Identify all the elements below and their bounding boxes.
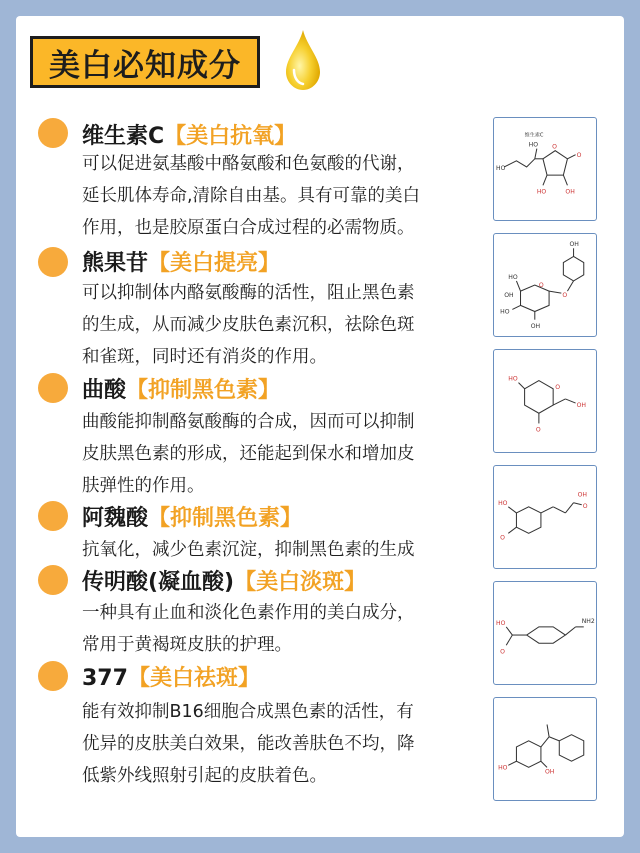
ingredient-tag: 【美白淡斑】	[234, 570, 367, 595]
svg-text:HO: HO	[496, 619, 506, 627]
svg-text:HO: HO	[536, 188, 547, 196]
ingredient-tag: 【美白提亮】	[148, 251, 281, 276]
phenylethyl-resorcinol-structure-icon	[493, 697, 597, 801]
ingredient-name: 维生素C	[82, 124, 165, 149]
title-banner	[30, 36, 260, 88]
ingredient-description: 一种具有止血和淡化色素作用的美白成分， 常用于黄褐斑皮肤的护理。	[82, 603, 415, 655]
svg-text:OH: OH	[576, 402, 587, 410]
svg-text:HO: HO	[508, 375, 518, 383]
svg-text:O: O	[552, 143, 557, 151]
svg-text:O: O	[576, 151, 582, 159]
tranexamic-acid-structure-icon	[493, 581, 597, 685]
svg-text:O: O	[582, 502, 588, 510]
svg-text:HO: HO	[528, 141, 539, 149]
bullet-dot	[38, 247, 68, 277]
ingredient-heading	[82, 661, 260, 692]
ingredient-heading	[82, 119, 296, 150]
svg-text:O: O	[562, 292, 568, 300]
bullet-dot	[38, 373, 68, 403]
ingredient-name: 377	[82, 666, 128, 691]
ingredient-name: 熊果苷	[82, 251, 149, 276]
bullet-dot	[38, 661, 68, 691]
ingredient-description: 曲酸能抑制酪氨酸酶的合成，因而可以抑制 皮肤黑色素的形成，还能起到保水和增加皮 肤弹性的作用。	[82, 412, 415, 496]
svg-text:OH: OH	[565, 188, 575, 196]
ferulic-acid-structure-icon	[493, 465, 597, 569]
svg-text:HO: HO	[498, 499, 508, 507]
svg-text:OH: OH	[530, 322, 541, 330]
ingredient-name: 传明酸(凝血酸)	[82, 570, 235, 595]
ingredient-heading	[82, 565, 366, 596]
svg-text:O: O	[535, 426, 541, 434]
svg-text:NH2: NH2	[581, 617, 595, 625]
oil-drop-icon	[283, 28, 323, 92]
svg-text:O: O	[500, 534, 505, 542]
ascorbic-acid-structure-icon	[493, 117, 597, 221]
molecule-caption: 维生素C	[524, 132, 544, 139]
svg-text:HO: HO	[496, 165, 506, 173]
ingredient-heading	[82, 246, 280, 277]
arbutin-structure-icon	[493, 233, 597, 337]
svg-text:O: O	[500, 648, 505, 656]
svg-text:OH: OH	[545, 768, 555, 776]
kojic-acid-structure-icon	[493, 349, 597, 453]
ingredient-name: 曲酸	[82, 378, 127, 403]
svg-text:OH: OH	[577, 491, 588, 499]
ingredient-description: 可以促进氨基酸中酪氨酸和色氨酸的代谢， 延长肌体寿命,清除自由基。具有可靠的美白 作用，也是胶原蛋白合成过程的必需物质。	[82, 154, 421, 238]
ingredient-description: 能有效抑制B16细胞合成黑色素的活性，有 优异的皮肤美白效果，能改善肤色不均，降 低紫外线照射引起的皮肤着色。	[82, 702, 415, 786]
ingredient-description: 抗氧化，减少色素沉淀，抑制黑色素的生成	[82, 540, 415, 560]
svg-text:HO: HO	[500, 308, 510, 316]
svg-text:HO: HO	[498, 764, 508, 772]
svg-text:OH: OH	[569, 241, 579, 249]
bullet-dot	[38, 501, 68, 531]
svg-text:OH: OH	[504, 292, 514, 300]
ingredient-tag: 【美白抗氧】	[164, 124, 297, 149]
ingredient-tag: 【美白祛斑】	[127, 666, 260, 691]
ingredient-description: 可以抑制体内酪氨酸酶的活性，阻止黑色素 的生成，从而减少皮肤色素沉积，祛除色斑 和雀斑，同时还有消炎的作用。	[82, 283, 415, 367]
bullet-dot	[38, 565, 68, 595]
svg-text:HO: HO	[508, 273, 518, 281]
ingredient-tag: 【抑制黑色素】	[126, 378, 281, 403]
svg-text:O: O	[555, 383, 561, 391]
bullet-dot	[38, 118, 68, 148]
ingredient-heading	[82, 501, 302, 532]
page-title: 美白必知成分	[49, 47, 241, 84]
svg-text:O: O	[538, 282, 544, 290]
ingredient-tag: 【抑制黑色素】	[148, 506, 303, 531]
ingredient-heading	[82, 373, 280, 404]
ingredient-name: 阿魏酸	[82, 506, 149, 531]
